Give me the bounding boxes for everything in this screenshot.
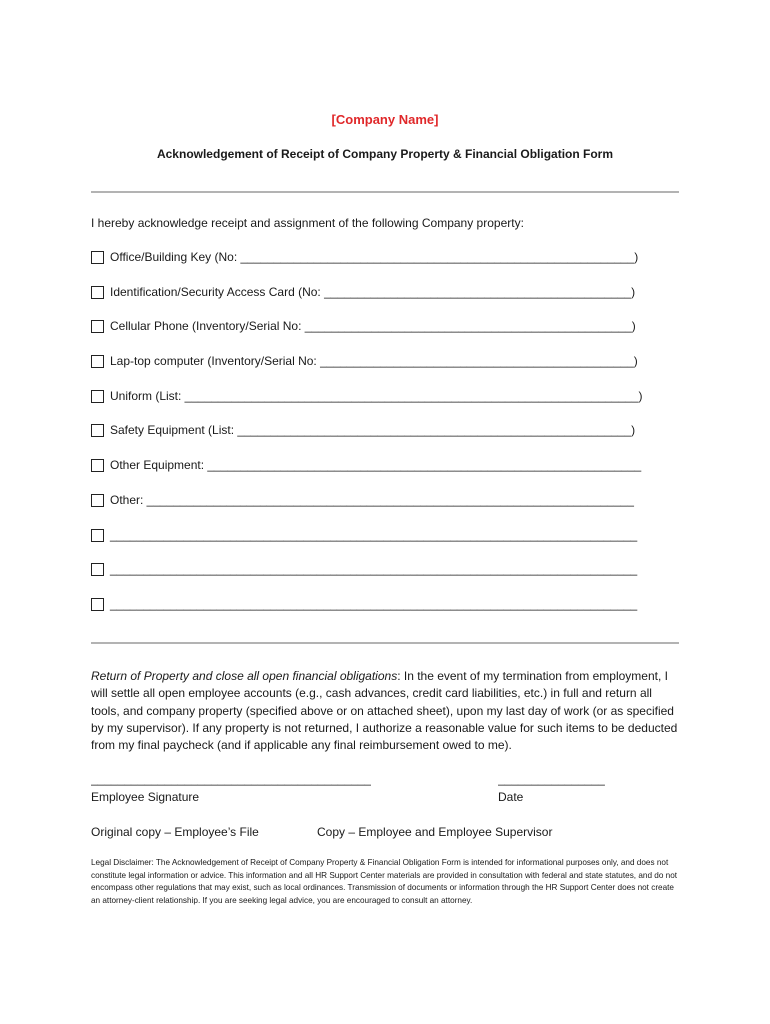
property-item-other-equipment <box>91 458 691 493</box>
property-item-label: Other Equipment: _________________________________________________________________ <box>110 458 642 473</box>
property-item-label: Safety Equipment (List: ___________________________________________________________) <box>110 423 636 438</box>
checkbox[interactable] <box>91 251 104 264</box>
property-item-other <box>91 493 691 528</box>
property-item-access-card <box>91 285 691 320</box>
return-section-lead: Return of Property and close all open financial obligations <box>91 669 398 683</box>
return-section-body: : In the event of my termination from employment, I will settle all open employee accounts (e.g., cash advances, credit card liabilities, etc.) in full and return all tools, and company property (specified above or on attached sheet), upon my last day of work (or as specified by my supervisor). If any property is not returned, I authorize a reasonable value for such items to be deducted from my final paycheck (and if applicable any final reimbursement owed to me). <box>91 669 678 753</box>
property-item-label: Office/Building Key (No: ___________________________________________________________) <box>110 250 639 264</box>
employee-signature-label: Employee Signature <box>91 790 200 804</box>
divider-bottom <box>91 642 679 644</box>
form-title: Acknowledgement of Receipt of Company Property & Financial Obligation Form <box>156 147 614 161</box>
checkbox[interactable] <box>91 286 104 299</box>
checkbox[interactable] <box>91 563 104 576</box>
intro-text: I hereby acknowledge receipt and assignment of the following Company property: <box>91 216 524 230</box>
property-item-safety-equipment <box>91 423 691 458</box>
property-item-label: Cellular Phone (Inventory/Serial No: _________________________________________________) <box>110 319 636 334</box>
legal-disclaimer: Legal Disclaimer: The Acknowledgement of Receipt of Company Property & Financial Obligation Form is intended for informational purposes only, and does not constitute legal information or advice. This information and all HR Support Center materials are provided in consultation with federal and state statutes, and do not encompass other regulations that may exist, such as local ordinances. Transmission of documents or information through the HR Support Center does not create an attorney-client relationship. If you are seeking legal advice, you are encouraged to consult an attorney. <box>91 858 678 905</box>
property-item-uniform <box>91 389 691 424</box>
property-item-blank-2 <box>91 562 691 597</box>
date-label: Date <box>498 790 524 804</box>
property-item-blank-3 <box>91 597 691 632</box>
date-line[interactable]: ________________ <box>498 772 605 786</box>
property-item-laptop <box>91 354 691 389</box>
original-copy-note: Original copy – Employee’s File <box>91 825 259 839</box>
property-item-blank-1 <box>91 528 691 563</box>
property-item-cellular-phone <box>91 319 691 354</box>
divider-top <box>91 191 679 193</box>
property-list <box>91 250 691 632</box>
employee-signature-line[interactable]: __________________________________________ <box>91 772 372 786</box>
property-item-office-key <box>91 250 691 285</box>
checkbox[interactable] <box>91 494 104 507</box>
property-item-label: Lap-top computer (Inventory/Serial No: _______________________________________________) <box>110 354 638 369</box>
property-item-label: Other: _________________________________________________________________________ <box>110 492 634 507</box>
company-name: [Company Name] <box>331 112 439 127</box>
property-item-label: _______________________________________________________________________________ <box>110 596 638 611</box>
checkbox[interactable] <box>91 390 104 403</box>
checkbox[interactable] <box>91 459 104 472</box>
checkbox[interactable] <box>91 598 104 611</box>
return-of-property-paragraph <box>91 668 681 754</box>
property-item-label: Uniform (List: ____________________________________________________________________) <box>110 388 643 403</box>
property-item-label: _______________________________________________________________________________ <box>110 527 638 542</box>
checkbox[interactable] <box>91 355 104 368</box>
checkbox[interactable] <box>91 529 104 542</box>
property-item-label: Identification/Security Access Card (No: ______________________________________________) <box>110 284 636 299</box>
checkbox[interactable] <box>91 320 104 333</box>
copy-note: Copy – Employee and Employee Supervisor <box>317 825 553 839</box>
property-item-label: _______________________________________________________________________________ <box>110 562 638 577</box>
checkbox[interactable] <box>91 424 104 437</box>
